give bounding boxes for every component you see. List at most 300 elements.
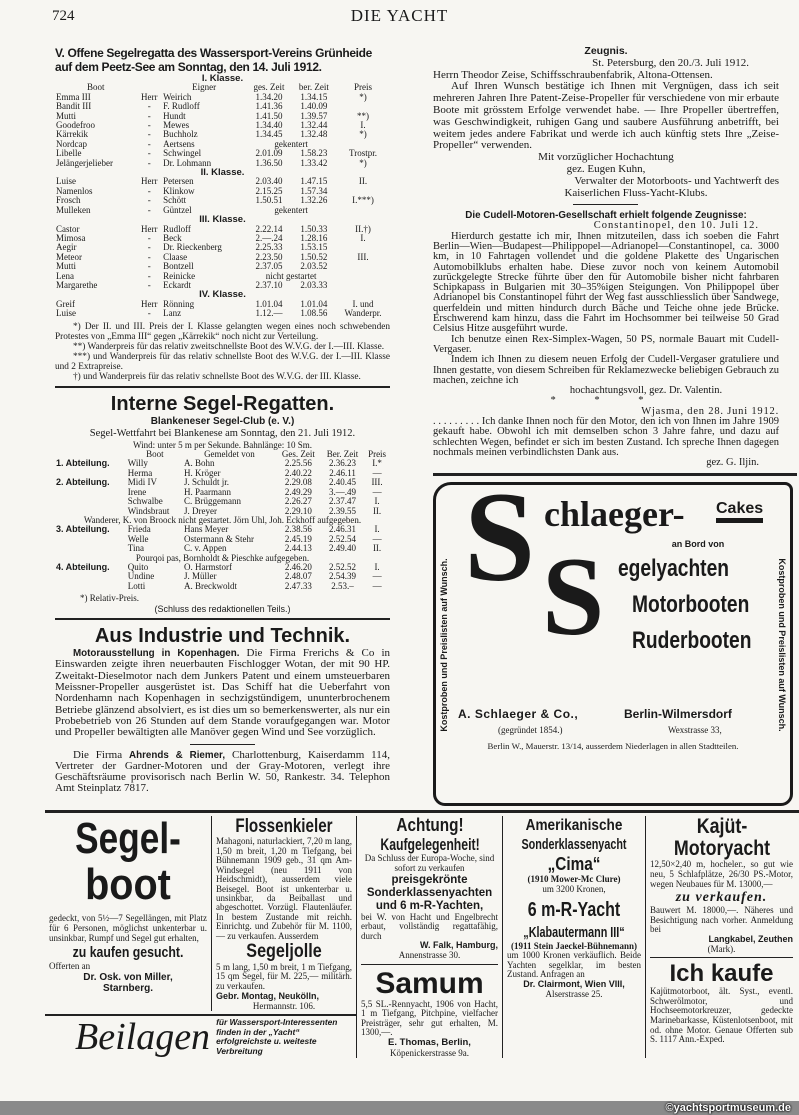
corrected-time: 1.34.15 [300, 91, 328, 102]
table-header-row [55, 83, 390, 92]
column-header: Preis [368, 449, 387, 460]
boat-name: Luise [56, 176, 76, 187]
table-row [55, 93, 390, 102]
prize: — [372, 580, 382, 591]
divider [190, 744, 255, 745]
divider [55, 386, 390, 388]
owner-name: Rudloff [163, 223, 191, 234]
divider [55, 618, 390, 620]
elapsed-time: 1.12.— [255, 308, 283, 319]
industry-section-title: Aus Industrie und Technik. [94, 625, 351, 648]
division-label [55, 544, 127, 553]
owner-name: Dr. Rieckenberg [163, 242, 222, 253]
elapsed-time: 2.—.24 [255, 232, 283, 243]
boat-name: Aegir [56, 242, 77, 253]
ad-achtung [361, 816, 498, 960]
ad-contact: W. Falk, Hamburg, [419, 940, 498, 951]
ad-cima [502, 816, 645, 1058]
company-name: Ahrends & Riemer, [129, 749, 226, 761]
ad-title: Kaufgelegenheit! [379, 835, 480, 855]
owner-name: Aertsens [163, 138, 195, 149]
cakes-label: Cakes [716, 499, 763, 523]
owner-name: Mewes [163, 120, 190, 131]
division-label: 3. Abteilung. [56, 524, 110, 535]
status: nicht gestartet [265, 270, 317, 281]
boat-name: Libelle [56, 148, 82, 159]
owner-title: Herr [141, 176, 158, 187]
divider [573, 204, 638, 205]
corrected-time: 2.52.54 [329, 533, 357, 544]
table-row [55, 196, 390, 205]
owner-title: - [147, 195, 151, 206]
side-text-left-wrap [436, 495, 452, 795]
class-title: IV. Klasse. [199, 289, 246, 301]
entrant-name: A. Bohn [184, 458, 215, 469]
regatta-title: V. Offene Segelregatta des Wassersport-Vereins Grünheide auf dem Peetz-See am Sonntag, den 14. Juli 1912. [55, 46, 372, 74]
column-header: Eigner [192, 82, 217, 93]
corrected-time: 2.53.– [331, 580, 354, 591]
ad-builder: (1910 Mower-Mc Clure) [527, 874, 621, 885]
copenhagen-article [55, 648, 390, 738]
division-label [55, 497, 127, 506]
column-header: Boot [87, 82, 105, 93]
ad-title: boot [85, 860, 171, 910]
beilagen-tagline: für Wassersport-Interessenten finden in der „Yacht“ erfolgreichste u. weiteste Verbreitung [216, 1016, 338, 1056]
corrected-time: 2.36.23 [329, 458, 357, 469]
column-header: Gemeldet von [204, 449, 255, 460]
page-header [0, 0, 799, 46]
prize: I. [360, 232, 366, 243]
ad-body: gedeckt, von 5½—7 Segellängen, mit Platz für 6 Personen, möglichst unkenterbar u. unsinkbar, Rumpf und Segel gut erhalten, [49, 913, 207, 943]
class-title: I. Klasse. [201, 73, 244, 84]
owner-name: F. Rudloff [163, 101, 200, 112]
entrant-name: J. Schuldt jr. [184, 477, 230, 488]
boat-name: Margarethe [56, 279, 98, 290]
owner-name: Claase [163, 251, 188, 262]
owner-title: - [147, 270, 151, 281]
boat-name: Kärrekik [56, 129, 88, 140]
corrected-time: 2.46.11 [329, 467, 356, 478]
elapsed-time: 1.41.50 [255, 110, 283, 121]
owner-title: Herr [141, 298, 158, 309]
corrected-time: 2.52.52 [329, 561, 357, 572]
division-label [55, 582, 127, 591]
prize: I. [360, 120, 366, 131]
table-row [55, 102, 390, 111]
closing: Mit vorzüglicher Hochachtung [538, 151, 674, 164]
ad-beilagen [45, 1014, 356, 1058]
boat-name: Tina [127, 543, 144, 554]
ad-body: Kajütmotorboot, ält. Syst., eventl. Schwerölmotor, und Hochseemotorkreuzer, gedeckte Marinebarkasse, Küstenlotsenboot, mit od. ohne Motor. Genaue Offerten sub S. 1117 Ann.-Exped. [650, 986, 793, 1045]
corrected-time: 2.39.55 [329, 505, 357, 516]
table-row [55, 309, 390, 318]
row-note: Pourqoi pas, Bornholdt & Pieschke aufgegeben. [135, 552, 310, 563]
corrected-time: 2.03.52 [300, 261, 328, 272]
article-text: Charlottenburg, Kaiserdamm 114, Vertreter der Gardner-Motoren und der Gray-Motoren, verlegt ihre Geschäftsräume provisorisch nach Berlin W. 50, Rankestr. 34. Telephon Amt Steinplatz 7817. [55, 748, 391, 795]
elapsed-time: 2.23.50 [255, 251, 283, 262]
side-text-right: Kostproben und Preislisten auf Wunsch. [777, 558, 787, 733]
ad-headline: und 6 m-R-Yachten, [375, 899, 484, 912]
cudell-title: Die Cudell-Motoren-Gesellschaft erhielt folgende Zeugnisse: [465, 210, 747, 222]
ad-contact: E. Thomas, Berlin, [388, 1037, 471, 1049]
ad-segelboot [45, 816, 211, 1011]
boat-name: Lena [56, 270, 74, 281]
prize: Trostpr. [349, 148, 377, 159]
owner-name: Reinicke [163, 270, 196, 281]
regatta2-subtitle: Segel-Wettfahrt bei Blankenese am Sonntag, den 21. Juli 1912. [89, 427, 356, 439]
owner-name: Güntzel [163, 204, 192, 215]
owner-name: Dr. Lohmann [163, 157, 212, 168]
prize: I.* [372, 458, 382, 469]
elapsed-time: 2.22.14 [255, 223, 283, 234]
prize: I. [374, 561, 380, 572]
elapsed-time: 2.01.09 [255, 148, 283, 159]
corrected-time: 2.03.33 [300, 279, 328, 290]
boat-name: Herma [127, 467, 153, 478]
division-label [55, 535, 127, 544]
ad-flossenkieler [211, 816, 356, 1011]
prize [336, 206, 390, 215]
elapsed-time: 2.37.05 [255, 261, 283, 272]
ad-price: um 3200 Kronen, [542, 884, 606, 895]
entrant-name: Hans Meyer [184, 524, 229, 535]
boat-name: Castor [56, 223, 80, 234]
logo-s-large-icon: S [464, 466, 536, 609]
elapsed-time: 2.47.33 [284, 580, 312, 591]
founded-note: (gegründet 1854.) [498, 725, 563, 736]
side-text-left: Kostproben und Preislisten auf Wunsch. [439, 558, 449, 733]
elapsed-time: 1.34.40 [255, 120, 283, 131]
elapsed-time: 2.15.25 [255, 185, 283, 196]
place-date: St. Petersburg, den 20./3. Juli 1912. [592, 56, 749, 69]
corrected-time: 1.50.52 [300, 251, 328, 262]
signature: hochachtungsvoll, gez. Dr. Valentin. [569, 385, 723, 397]
owner-title: - [147, 308, 151, 319]
regatta1-footnotes [55, 322, 390, 382]
elapsed-time: 2.26.27 [284, 496, 312, 507]
boat-name: Emma III [56, 91, 91, 102]
wind-info: Wind: unter 5 m per Sekunde. Bahnlänge: 10 Sm. [132, 439, 313, 450]
ahrends-article [55, 750, 390, 795]
separator-stars: * * * [550, 395, 662, 407]
boat-name: Mutti [56, 261, 77, 272]
main-columns [0, 46, 799, 806]
elapsed-time: 2.44.13 [284, 543, 312, 554]
owner-title: - [147, 129, 151, 140]
boat-name: Frieda [127, 524, 151, 535]
table-row [55, 140, 390, 149]
ad-body: Bauwert M. 18000,—. Näheres und Besichtigung nach vorher. Anmeldung bei [650, 905, 793, 935]
running-head: DIE YACHT [350, 6, 449, 25]
ad-ich-kaufe [650, 961, 793, 1045]
owner-name: Weirich [163, 91, 192, 102]
prize: II.†) [355, 223, 371, 234]
place-date: Wjasma, den 28. Juni 1912. [641, 405, 779, 417]
left-column [55, 46, 390, 795]
boat-name: Schwalbe [127, 496, 163, 507]
owner-name: Lanz [163, 308, 182, 319]
footnote: *) Der II. und III. Preis der I. Klasse gelangten wegen eines noch schwebenden Protestes von „Emma III“ gegen „Kärrekik“ noch nicht zur Verteilung. [55, 321, 390, 342]
boat-name: Welle [127, 533, 149, 544]
corrected-time: 2.37.47 [329, 496, 357, 507]
footnote: †) und Wanderpreis für das relativ schnellste Boot des W.V.G. der III. Klasse. [73, 371, 361, 382]
table-row [55, 112, 390, 121]
ad-headline: preisgekrönte Sonderklassenyachten [366, 873, 493, 899]
owner-title: Herr [141, 91, 158, 102]
entrant-name: Ostermann & Stehr [184, 533, 255, 544]
entrant-name: C. Brüggemann [184, 496, 242, 507]
division-label: 4. Abteilung. [56, 561, 110, 572]
ad-contact: Langkabel, Zeuthen [708, 934, 793, 945]
corrected-time: 2.46.31 [329, 524, 357, 535]
elapsed-time: 2.46.20 [284, 561, 312, 572]
boat-name: Windsbraut [127, 505, 170, 516]
ad-contact: (Mark). [707, 943, 736, 954]
ad-contact: Dr. Clairmont, Wien VIII, [523, 979, 625, 990]
division-label: 2. Abteilung. [56, 477, 110, 488]
table-row [55, 582, 390, 591]
corrected-time: 2.40.45 [329, 477, 357, 488]
signer-role: Verwalter der Motorboots- und Yachtwerft des [574, 174, 779, 187]
elapsed-time: 1.50.51 [255, 195, 283, 206]
prize: I.***) [352, 195, 374, 206]
ad-intro: Da Schluss der Europa-Woche, sind sofort zu verkaufen [364, 853, 495, 874]
signer-role: Kaiserlichen Fluss-Yacht-Klubs. [564, 186, 708, 199]
table-row [55, 187, 390, 196]
column-header: Boot [146, 449, 164, 460]
ad-body: um 1000 Kronen verkäuflich. Beide Yachten segelklar, im besten Zustand. Anfragen an [507, 950, 641, 980]
ad-offer: Offerten an [49, 961, 91, 972]
prize: I. [374, 496, 380, 507]
letter-body: Hierdurch gestatte ich mir, Ihnen mitzuteilen, dass ich soeben die Fahrt Berlin—Wien—Budapest—Philippopel—Adrianopel—Constantinopel, ca. 3000 km, in 10 Fahrtagen vollendet und die goldene Plakette des Ungarischen Automobilklubs erhalten habe. Diese zuvor noch von keinem Automobil zurückgelegte Strecke führte über den für Automobile bisher nicht fahrbaren Schipkapass in Bulgarien mit 30–35%igen Steigungen. Von Philippopel über Adrianopel bis Constantinopel führt der Weg fast ausschliesslich über Sandwege, querfeldein und mitten hindurch durch Bäche und Teiche ohne jede Brücke. Erschwerend kam hinzu, dass die Fahrt im Hochsommer bei teilweise 50 Grad Celsius Hitze ausgeführt wurde. [433, 230, 779, 335]
right-column [433, 46, 797, 806]
table-row [55, 300, 390, 309]
owner-name: Hundt [163, 110, 186, 121]
boat-name: Luise [56, 308, 76, 319]
column-header: Ges. Zeit [281, 449, 315, 460]
column-header: ges. Zeit [253, 82, 285, 93]
owner-title: - [147, 261, 151, 272]
logo-s-second-icon: S [542, 535, 605, 660]
elapsed-time: 1.36.50 [255, 157, 283, 168]
footnote: ***) und Wanderpreis für das relativ schnellste Boot des W.V.G. der I.—III. Klasse und 2 Extrapreise. [55, 351, 390, 372]
ad-title: Amerikanische [525, 817, 623, 835]
owner-title: - [147, 148, 151, 159]
owner-title: Herr [141, 223, 158, 234]
divider [361, 964, 498, 965]
prize: I. und [352, 298, 374, 309]
corrected-time: 1.58.23 [300, 148, 328, 159]
column-header: Ber. Zeit [326, 449, 359, 460]
ad-contact: Gebr. Montag, Neukölln, [216, 991, 320, 1002]
owner-title: - [147, 110, 151, 121]
elapsed-time: 2.37.10 [255, 279, 283, 290]
table-row [55, 130, 390, 139]
boat-name: Irene [127, 486, 147, 497]
owner-title: - [147, 232, 151, 243]
elapsed-time: 2.49.29 [284, 486, 312, 497]
schlaeger-advertisement [433, 466, 793, 806]
classifieds-section [45, 810, 799, 1058]
prize: II. [372, 543, 382, 554]
corrected-time: 1.28.16 [300, 232, 328, 243]
ad-contact: Starnberg. [102, 982, 153, 994]
prize: III. [357, 251, 369, 262]
corrected-time: 2.54.39 [329, 571, 357, 582]
club-name: Blankeneser Segel-Club (e. V.) [150, 415, 295, 427]
on-board-label: an Bord von [671, 539, 725, 550]
owner-title: - [147, 101, 151, 112]
corrected-time: 1.08.56 [300, 308, 328, 319]
street-address: Wexstrasse 33, [668, 725, 722, 736]
owner-title: - [147, 242, 151, 253]
place-date: Constantinopel, den 10. Juli 12. [593, 220, 759, 232]
owner-name: Bontzell [163, 261, 194, 272]
table-row [55, 262, 390, 271]
corrected-time: 1.50.33 [300, 223, 328, 234]
owner-title: - [147, 185, 151, 196]
owner-title: - [147, 157, 151, 168]
boat-name: Midi IV [127, 477, 158, 488]
boat-name: Mutti [56, 110, 77, 121]
elapsed-time: 2.45.19 [284, 533, 312, 544]
elapsed-time: 2.40.22 [284, 467, 312, 478]
ad-body: Mahagoni, naturlackiert, 7,20 m lang, 1,50 m breit, 1,20 m Tiefgang, bei Bühnemann 1909 geb., 31 qm Am-Windsegel (neu 1911 von Heidschmidt), ausserdem viele Beisegel. Boot ist unkenterbar u. unsinkbar, da Beiballast und abgeschottet. Vorzügl. Flautenläufer. In bestem Zustande mit reichh. Einrichtg. und Zubehör für M. 1100,— zu verkaufen. Ausserdem [216, 836, 352, 941]
ad-title: Segeljolle [246, 940, 322, 962]
owner-name: Klinkow [163, 185, 195, 196]
zeugnis-article [433, 46, 779, 199]
column-header: ber. Zeit [298, 82, 329, 93]
ad-title: Motoryacht [673, 837, 770, 861]
ad-title: Samum [375, 966, 484, 1000]
branches-note: Berlin W., Mauerstr. 13/14, ausserdem Niederlagen in allen Stadtteilen. [487, 741, 739, 752]
class-title: II. Klasse. [200, 167, 245, 179]
prize: — [372, 533, 382, 544]
boat-name: Quito [127, 561, 149, 572]
column-header: Preis [354, 82, 372, 93]
owner-title: - [147, 251, 151, 262]
ad-title: 6 m-R-Yacht [527, 898, 621, 921]
table-row [55, 177, 390, 186]
internal-regattas-title: Interne Segel-Regatten. [110, 392, 335, 415]
ad-kajuet-motoryacht [650, 816, 793, 954]
table-row [55, 234, 390, 243]
division-label [55, 488, 127, 497]
ad-cta: zu kaufen gesucht. [72, 944, 184, 962]
relative-prize-note: *) Relativ-Preis. [80, 593, 139, 604]
prize [336, 272, 390, 281]
elapsed-time: 1.41.36 [255, 101, 283, 112]
ad-title: Segel- [75, 814, 181, 864]
elapsed-time: 2.29.08 [284, 477, 312, 488]
entrant-name: A. Breckwoldt [184, 580, 238, 591]
cudell-article [433, 210, 779, 468]
ad-body: 5,5 SL.-Rennyacht, 1906 von Hacht, 1 m Tiefgang, Pitchpine, vielfacher Preisträger, sehr gut erhalten, M. 1300,—. [361, 998, 498, 1038]
boat-name: Frosch [56, 195, 81, 206]
boat-name: Namenlos [56, 185, 93, 196]
elapsed-time: 1.34.45 [255, 129, 283, 140]
owner-name: Rönning [163, 298, 195, 309]
ad-title: Sonderklassenyacht [521, 836, 627, 854]
ad-column-5 [645, 816, 797, 1058]
corrected-time: 1.40.09 [300, 101, 328, 112]
prize: — [372, 571, 382, 582]
zeugnis-title: Zeugnis. [584, 45, 628, 57]
company-city: Berlin-Wilmersdorf [624, 707, 732, 722]
table-row [55, 253, 390, 262]
ad-body: 12,50×2,40 m, hochelег., so gut wie neu, 5 Schlafplätze, 26/30 PS.-Motor, wegen Neubaues für M. 13000,— [650, 859, 793, 889]
boat-name: Mimosa [56, 232, 86, 243]
article-text: Die Firma [73, 748, 123, 761]
boat-name: Meteor [56, 251, 82, 262]
brand-name: chlaeger- [544, 494, 685, 535]
elapsed-time: 2.29.10 [284, 505, 312, 516]
ad-title: Flossenkieler [235, 816, 333, 838]
prize: — [372, 467, 382, 478]
signature: gez. Eugen Kuhn, [566, 162, 646, 175]
owner-title: - [147, 204, 151, 215]
prize: II. [358, 176, 368, 187]
owner-name: Petersen [163, 176, 194, 187]
owner-title: - [147, 138, 151, 149]
beilagen-title: Beilagen [75, 1016, 211, 1059]
boat-name: Undine [127, 571, 155, 582]
product-rowboats: Ruderbooten [632, 627, 752, 655]
owner-title: - [147, 120, 151, 131]
prize [336, 281, 390, 290]
owner-name: Eckardt [163, 279, 192, 290]
corrected-time: 1.32.26 [300, 195, 328, 206]
status: gekentert [274, 204, 308, 215]
elapsed-time: 1.34.20 [255, 91, 283, 102]
ad-title: Achtung! [395, 815, 464, 836]
division-label: 1. Abteilung. [56, 458, 110, 469]
corrected-time: 3.—.49 [329, 486, 357, 497]
elapsed-time: 2.38.56 [284, 524, 312, 535]
ad-cta: zu verkaufen. [675, 890, 768, 906]
letter-body: Auf Ihren Wunsch bestätige ich Ihnen mit Vergnügen, dass ich seit mehreren Jahren Ihre Patent-Zeise-Propeller für verschiedene von mir erbaute Boote mit grösstem Erfolge verwendet habe. — Ihre Propeller übertreffen, was Geschwindigkeit, ruhigen Gang und saubere Ausführung anbetrifft, bei weitem jedes andere Fabrikat und werde ich auch künftig stets Ihre „Zeise-Propeller“ verwenden. [433, 80, 779, 152]
footnote: **) Wanderpreis für das relativ zweitschnellste Boot des W.V.G. der I.—III. Klasse. [73, 341, 385, 352]
prize [336, 262, 390, 271]
elapsed-time: 2.48.07 [284, 571, 312, 582]
letter-body: Ich benutze einen Rex-Simplex-Wagen, 50 PS, normale Bauart mit Cudell-Vergaser. [433, 333, 779, 355]
status: gekentert [274, 138, 308, 149]
boat-name: Nordcap [56, 138, 87, 149]
watermark: ©yachtsportmuseum.de [665, 1102, 791, 1114]
elapsed-time: 1.01.04 [255, 298, 283, 309]
entrant-name: H. Paarmann [184, 486, 232, 497]
boat-name: Lotti [127, 580, 146, 591]
elapsed-time: 2.25.33 [255, 242, 283, 253]
class-heading-row [55, 74, 390, 83]
elapsed-time: 2.25.56 [284, 458, 312, 469]
prize: **) [357, 110, 369, 121]
signature: gez. G. Iljin. [706, 457, 759, 469]
owner-name: Buchholz [163, 129, 198, 140]
class-heading-row [55, 168, 390, 177]
boat-name: Greif [56, 298, 75, 309]
entrant-name: J. Müller [184, 571, 217, 582]
ad-body: bei W. von Hacht und Engelbrecht erbaut, vollständig regattafähig, durch [361, 911, 498, 941]
page-number: 724 [52, 8, 75, 24]
entrant-name: H. Kröger [184, 467, 221, 478]
ad-contact: Hermannstr. 106. [252, 1001, 316, 1012]
ad-title: „Klabautermann III“ [523, 923, 625, 941]
ad-samum [361, 968, 498, 1058]
ad-title: „Cima“ [547, 854, 601, 875]
regatta2-results-table [55, 450, 390, 591]
corrected-time: 1.47.15 [300, 176, 328, 187]
